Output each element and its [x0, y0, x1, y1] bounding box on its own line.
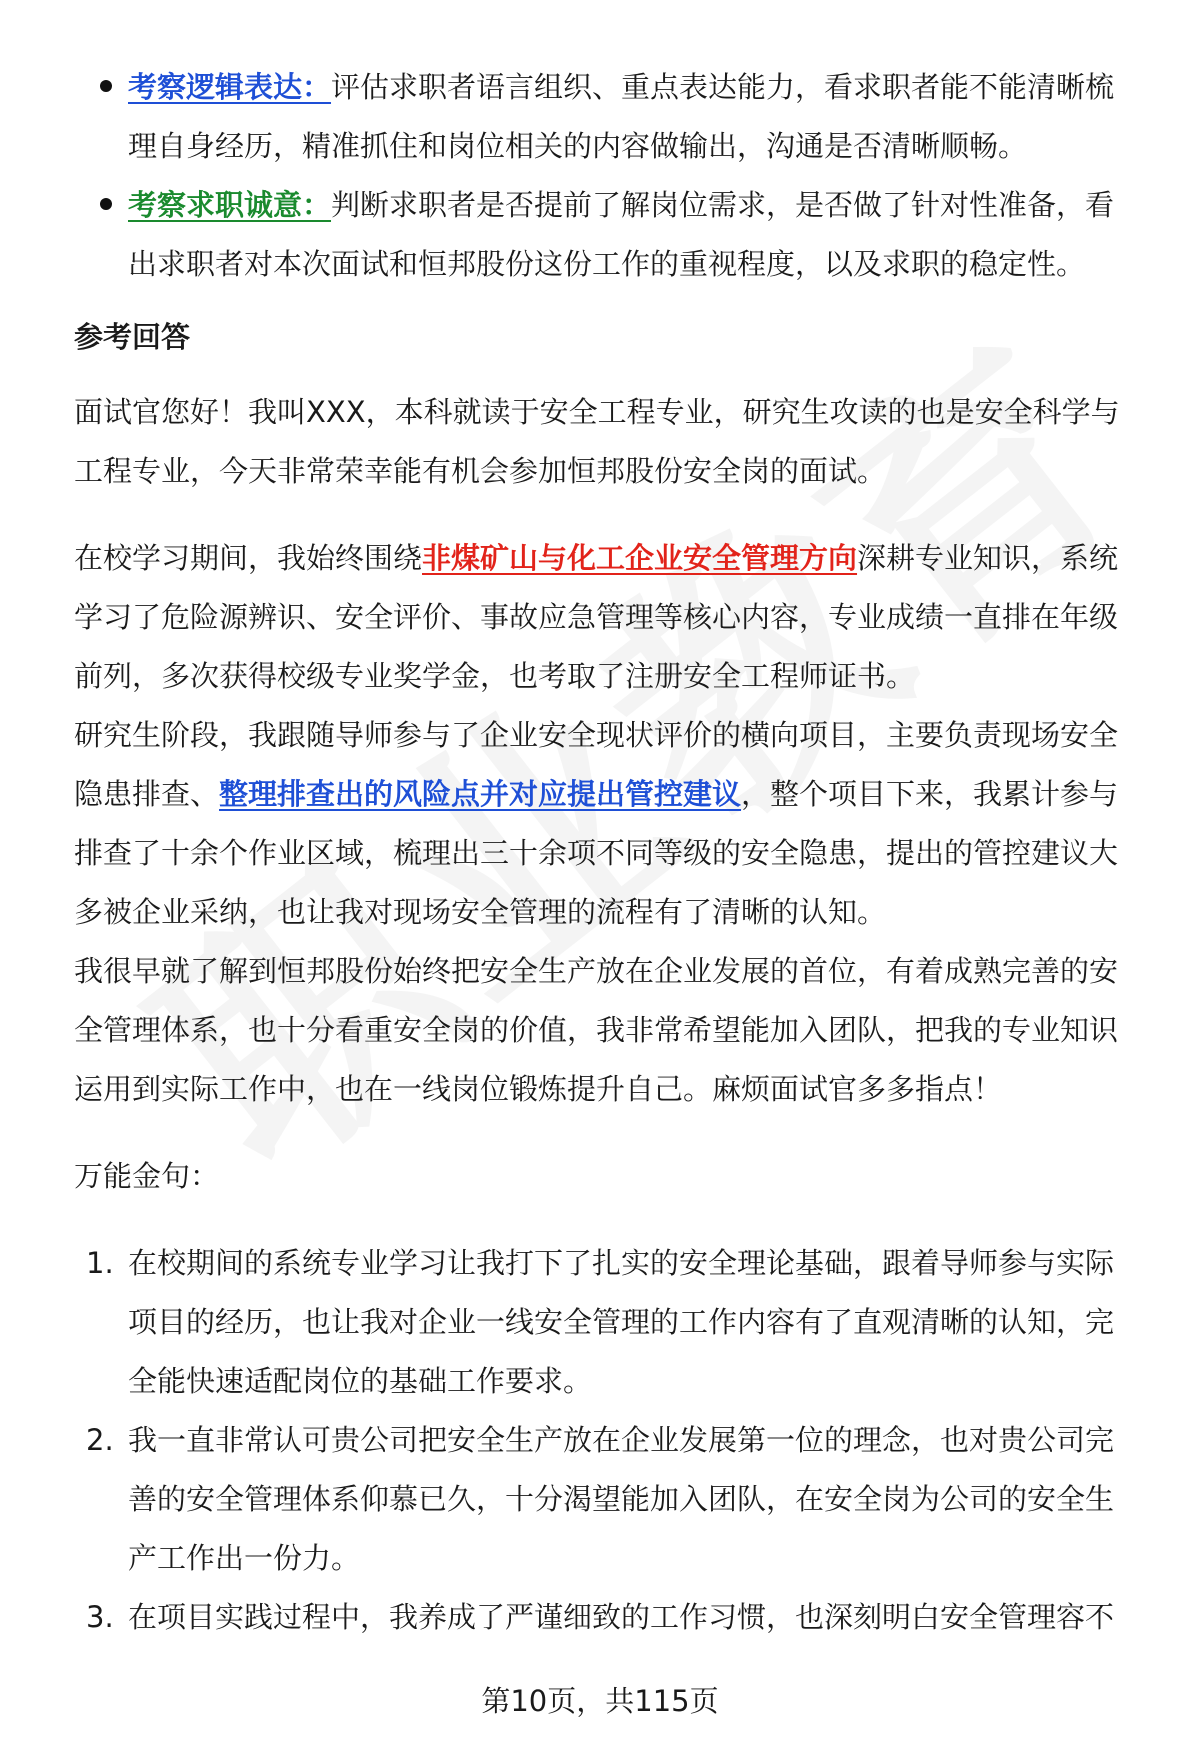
- criteria-item-logic: [74, 58, 1144, 176]
- list-number: 1.: [86, 1246, 114, 1280]
- criteria-text: 理自身经历，精准抓住和岗位相关的内容做输出，沟通是否清晰顺畅。: [128, 129, 1028, 163]
- list-line: 在校期间的系统专业学习让我打下了扎实的安全理论基础，跟着导师参与实际: [128, 1246, 1115, 1280]
- paragraph-line: 全管理体系，也十分看重安全岗的价值，我非常希望能加入团队，把我的专业知识: [74, 1013, 1119, 1047]
- list-number: 2.: [86, 1423, 114, 1457]
- list-line: 善的安全管理体系仰慕已久，十分渴望能加入团队，在安全岗为公司的安全生: [128, 1482, 1115, 1516]
- criteria-text: 出求职者对本次面试和恒邦股份这份工作的重视程度，以及求职的稳定性。: [128, 247, 1086, 281]
- list-line: 我一直非常认可贵公司把安全生产放在企业发展第一位的理念，也对贵公司完: [128, 1423, 1115, 1457]
- golden-heading: 万能金句：: [74, 1159, 220, 1193]
- text-span: ，整个项目下来，我累计参与: [741, 777, 1119, 811]
- criteria-item-sincerity: [74, 176, 1144, 294]
- golden-item: [74, 1411, 1144, 1588]
- golden-item: [74, 1234, 1144, 1411]
- page-footer: 第10页，共115页: [481, 1684, 719, 1718]
- paragraph-line: [74, 529, 1144, 588]
- list-line: 全能快速适配岗位的基础工作要求。: [128, 1364, 593, 1398]
- paragraph-intro: [74, 383, 1144, 501]
- criteria-text: 判断求职者是否提前了解岗位需求，是否做了针对性准备，看: [331, 188, 1115, 222]
- paragraph-line: 多被企业采纳，也让我对现场安全管理的流程有了清晰的认知。: [74, 895, 887, 929]
- list-line: 产工作出一份力。: [128, 1541, 361, 1575]
- paragraph-line: [74, 765, 1144, 824]
- bullet-dot: [100, 80, 112, 92]
- paragraph-line: 运用到实际工作中，也在一线岗位锻炼提升自己。麻烦面试官多多指点！: [74, 1072, 1003, 1106]
- paragraph-line: 我很早就了解到恒邦股份始终把安全生产放在企业发展的首位，有着成熟完善的安: [74, 954, 1119, 988]
- highlight-blue: 整理排查出的风险点并对应提出管控建议: [219, 777, 742, 811]
- criteria-label-sincerity: 考察求职诚意：: [128, 188, 332, 222]
- answer-heading: 参考回答: [74, 320, 191, 354]
- paragraph-line: 面试官您好！我叫XXX，本科就读于安全工程专业，研究生攻读的也是安全科学与: [74, 395, 1120, 429]
- golden-list: [74, 1234, 1144, 1647]
- text-span: 隐患排查、: [74, 777, 220, 811]
- text-span: 在校学习期间，我始终围绕: [74, 541, 423, 575]
- paragraph-line: 前列，多次获得校级专业奖学金，也考取了注册安全工程师证书。: [74, 659, 916, 693]
- document-body: [74, 58, 1144, 1647]
- paragraph-graduate: [74, 706, 1144, 942]
- list-line: 项目的经历，也让我对企业一线安全管理的工作内容有了直观清晰的认知，完: [128, 1305, 1115, 1339]
- paragraph-line: 学习了危险源辨识、安全评价、事故应急管理等核心内容，专业成绩一直排在年级: [74, 600, 1119, 634]
- criteria-line: [128, 176, 1144, 235]
- paragraph-study: [74, 529, 1144, 706]
- list-number: 3.: [86, 1600, 114, 1634]
- list-line: 在项目实践过程中，我养成了严谨细致的工作习惯，也深刻明白安全管理容不: [128, 1600, 1115, 1634]
- paragraph-line: 排查了十余个作业区域，梳理出三十余项不同等级的安全隐患，提出的管控建议大: [74, 836, 1119, 870]
- paragraph-company: [74, 942, 1144, 1119]
- golden-item: [74, 1588, 1144, 1647]
- criteria-label-logic: 考察逻辑表达：: [128, 70, 332, 104]
- text-span: 深耕专业知识，系统: [857, 541, 1119, 575]
- highlight-red: 非煤矿山与化工企业安全管理方向: [422, 541, 858, 575]
- criteria-line: [128, 58, 1144, 117]
- bullet-dot: [100, 198, 112, 210]
- paragraph-line: 研究生阶段，我跟随导师参与了企业安全现状评价的横向项目，主要负责现场安全: [74, 718, 1119, 752]
- criteria-text: 评估求职者语言组织、重点表达能力，看求职者能不能清晰梳: [331, 70, 1115, 104]
- paragraph-line: 工程专业，今天非常荣幸能有机会参加恒邦股份安全岗的面试。: [74, 454, 887, 488]
